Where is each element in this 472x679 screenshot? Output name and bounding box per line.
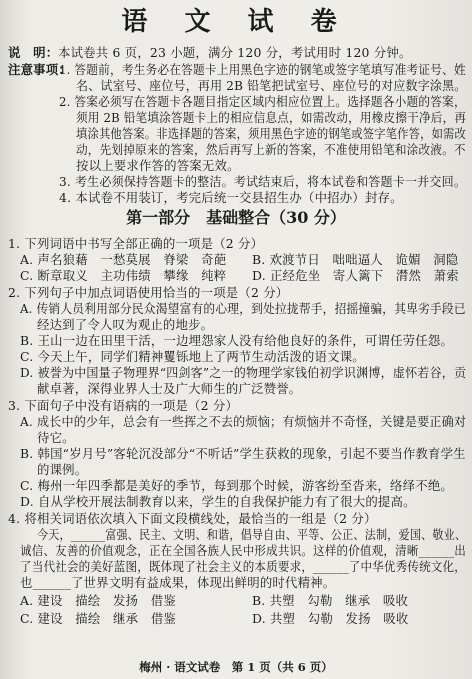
- q4-passage-line: 也______了世界文明有益成果，体现出鲜明的时代精神。: [20, 575, 336, 590]
- q4-passage-line: 了当代社会的美好蓝图，既体现了社会主义的本质要求，______了中华优秀传统文化，: [20, 559, 466, 574]
- note-line: 4. 本试卷不用装订，考完后统一交县招生办（中招办）封存。: [59, 190, 403, 205]
- q1-option-c: C. 断章取义 主功伟绩 攀缘 纯粹: [20, 268, 227, 283]
- q1-stem: 1. 下列词语中书写全部正确的一项是（2 分）: [8, 236, 264, 251]
- q3-option-d: D. 自从学校开展法制教育以来，学生的自我保护能力有了很大的提高。: [20, 494, 416, 509]
- q3-stem: 3. 下面句子中没有语病的一项是（2 分）: [8, 398, 239, 413]
- q4-option-c: C. 建设 描绘 继承 借鉴: [20, 611, 177, 626]
- exam-title: 语 文 试 卷: [121, 7, 351, 37]
- section-title: 第一部分 基础整合（30 分）: [126, 208, 346, 227]
- q4-passage-line: 诚信、友善的价值观念，正在全国各族人民中形成共识。这样的价值观，清晰______出: [20, 543, 466, 558]
- note-line: 须用 2B 铅笔填涂答题卡上的相应信息点，如需改动，用橡皮擦干净后，再: [76, 110, 467, 125]
- q1-option-b: B. 欢渡节日 咄咄逼人 诡媚 洞隐: [252, 252, 459, 267]
- q2-option-b: B. 王山一边在田里干活，一边埋怨家人没有给他良好的条件，可谓任劳任怨。: [20, 333, 454, 348]
- q2-option-a-cont: 经达到了令人叹为观止的地步。: [37, 317, 214, 332]
- instructions-label: 说 明：: [8, 45, 59, 60]
- notes-label: 注意事项：: [8, 62, 71, 77]
- q4-option-d: D. 共塑 勾勒 发扬 吸收: [252, 611, 409, 626]
- q1-option-a: A. 声名狼藉 一愁莫展 脊梁 奇葩: [20, 252, 227, 267]
- note-line: 3. 考生必须保持答题卡的整洁。考试结束后，将本试卷和答题卡一并交回。: [59, 174, 467, 189]
- note-line: 2. 答案必须写在答题卡各题目指定区域内相应位置上。选择题各小题的答案，: [59, 94, 466, 109]
- q2-option-a: A. 传销人员利用部分民众渴望富有的心理，到处拉拢帮手，招摇撞骗，其卑劣手段已: [20, 301, 466, 316]
- q4-option-b: B. 共塑 勾勒 继承 吸收: [252, 593, 409, 608]
- instructions-line: 本试卷共 6 页，23 小题，满分 120 分，考试用时 120 分钟。: [58, 45, 412, 60]
- q2-option-d: D. 被誉为中国量子物理界“四剑客”之一的物理学家钱伯初学识渊博，虚怀若谷，贡: [20, 365, 467, 380]
- q3-option-b: B. 韩国“岁月号”客轮沉没部分“不听话”学生获救的现象，引起不要当作教育学生: [20, 446, 466, 461]
- note-line: 1. 答题前，考生务必在答题卡上用黑色字迹的钢笔或签字笔填写准考证号、姓: [59, 62, 466, 77]
- q4-option-a: A. 建设 描绘 发扬 借鉴: [20, 593, 176, 608]
- q3-option-b-cont: 的课例。: [37, 462, 88, 477]
- note-line: 按以上要求作答的答案无效。: [76, 158, 240, 173]
- note-line: 名、试室号、座位号，再用 2B 铅笔把试室号、座位号的对应数字涂黑。: [76, 78, 467, 93]
- q4-passage-line: 今天，______富强、民主、文明、和谐，倡导自由、平等、公正、法制，爱国、敬业、: [37, 527, 467, 542]
- q4-stem: 4. 将相关词语依次填入下面文段横线处，最恰当的一组是（2 分）: [8, 511, 377, 526]
- q3-option-a-cont: 待它。: [37, 430, 75, 445]
- page-footer: 梅州 · 语文试卷 第 1 页（共 6 页）: [139, 660, 333, 674]
- q3-option-c: C. 梅州一年四季都是美好的季节，每到那个时候，游客纷至沓来，络绎不绝。: [20, 478, 454, 493]
- q1-option-d: D. 正经危坐 寄人篱下 潸然 萧索: [252, 268, 459, 283]
- note-line: 填涂其他答案。非选择题的答案，须用黑色字迹的钢笔或签字笔作答，如需改: [76, 126, 466, 141]
- note-line: 动，先划掉原来的答案，然后再写上新的答案，不准使用铅笔和涂改液。不: [76, 142, 466, 157]
- q3-option-a: A. 成长中的少年，总会有一些挥之不去的烦恼；有烦恼并不奇怪，关键是要正确对: [20, 414, 467, 429]
- q2-option-d-cont: 献卓著，深得业界人士及广大师生的广泛赞誉。: [37, 381, 302, 396]
- q2-option-c: C. 今天上午，同学们精神矍铄地上了两节生动活泼的语文课。: [20, 349, 365, 364]
- q2-stem: 2. 下列句子中加点词语使用恰当的一项是（2 分）: [8, 285, 289, 300]
